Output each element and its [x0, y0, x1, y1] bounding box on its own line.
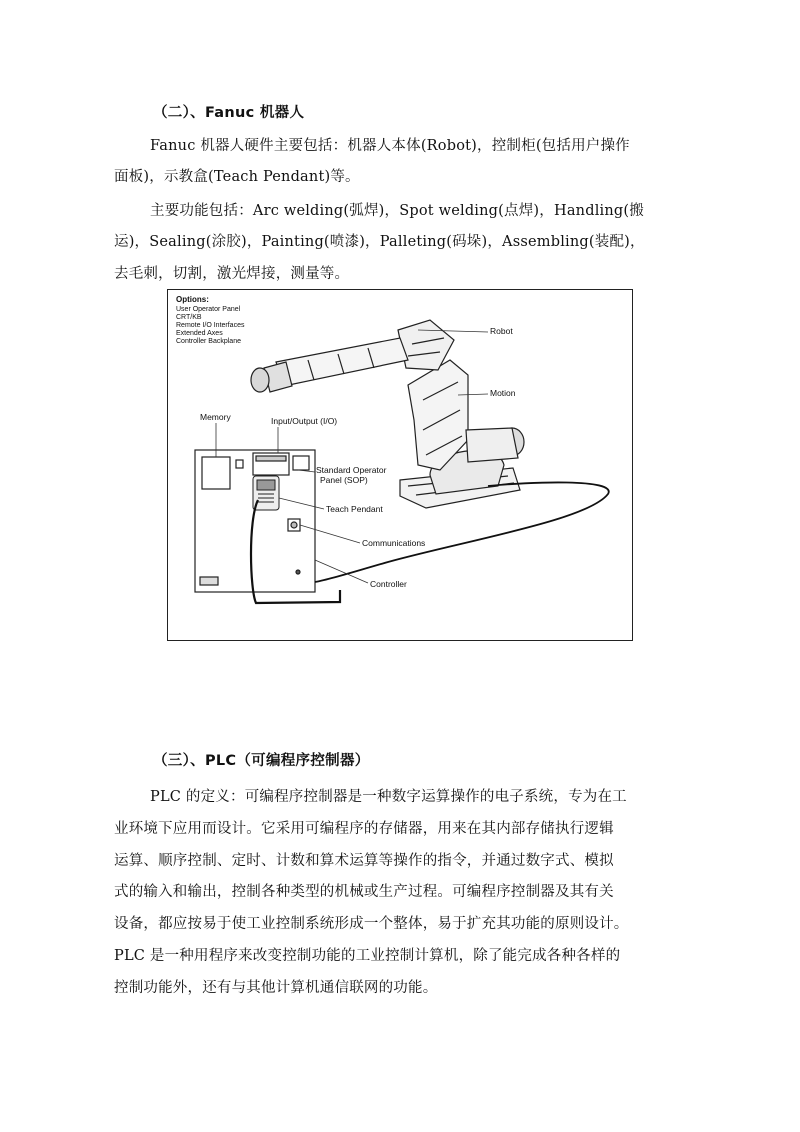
- paragraph-line: 业环境下应用而设计。它采用可编程序的存储器，用来在其内部存储执行逻辑: [114, 821, 614, 837]
- paragraph-line: 设备，都应按易于使工业控制系统形成一个整体，易于扩充其功能的原则设计。: [114, 916, 629, 932]
- fanuc-system-figure: [167, 289, 633, 641]
- label-teach-pendant: Teach Pendant: [326, 504, 383, 514]
- paragraph-line: Fanuc 机器人硬件主要包括：机器人本体(Robot)，控制柜(包括用户操作: [150, 138, 630, 154]
- section-heading-plc: （三）、PLC（可编程序控制器）: [153, 753, 370, 769]
- options-title: Options:: [176, 295, 209, 304]
- fanuc-system-diagram: [168, 290, 632, 640]
- paragraph-line: 去毛刺，切割，激光焊接，测量等。: [114, 266, 350, 282]
- option-item: Controller Backplane: [176, 338, 241, 345]
- paragraph-line: 主要功能包括：Arc welding(弧焊)，Spot welding(点焊)，Handling(搬: [150, 203, 644, 219]
- label-sop-line1: Standard Operator: [316, 465, 387, 475]
- paragraph-line: 面板)，示教盒(Teach Pendant)等。: [114, 169, 360, 185]
- paragraph-line: 运)，Sealing(涂胶)，Painting(喷漆)，Palleting(码垛)，Assembling(装配)，: [114, 234, 645, 250]
- option-item: Remote I/O Interfaces: [176, 322, 245, 329]
- option-item: Extended Axes: [176, 330, 223, 337]
- paragraph-line: 控制功能外，还有与其他计算机通信联网的功能。: [114, 980, 438, 996]
- label-communications: Communications: [362, 538, 426, 548]
- label-sop-line2: Panel (SOP): [320, 475, 368, 485]
- option-item: CRT/KB: [176, 314, 202, 321]
- paragraph-line: 式的输入和输出，控制各种类型的机械或生产过程。可编程序控制器及其有关: [114, 884, 614, 900]
- section-heading-fanuc: （二）、Fanuc 机器人: [153, 105, 305, 121]
- paragraph-line: 运算、顺序控制、定时、计数和算术运算等操作的指令，并通过数字式、模拟: [114, 853, 614, 869]
- label-io: Input/Output (I/O): [271, 416, 338, 426]
- option-item: User Operator Panel: [176, 306, 241, 313]
- paragraph-line: PLC 是一种用程序来改变控制功能的工业控制计算机，除了能完成各种各样的: [114, 948, 621, 964]
- controller-cabinet: [195, 450, 315, 592]
- paragraph-line: PLC 的定义：可编程序控制器是一种数字运算操作的电子系统，专为在工: [150, 789, 627, 805]
- label-memory: Memory: [200, 412, 231, 422]
- label-robot: Robot: [490, 326, 513, 336]
- label-motion: Motion: [490, 388, 516, 398]
- label-controller: Controller: [370, 579, 407, 589]
